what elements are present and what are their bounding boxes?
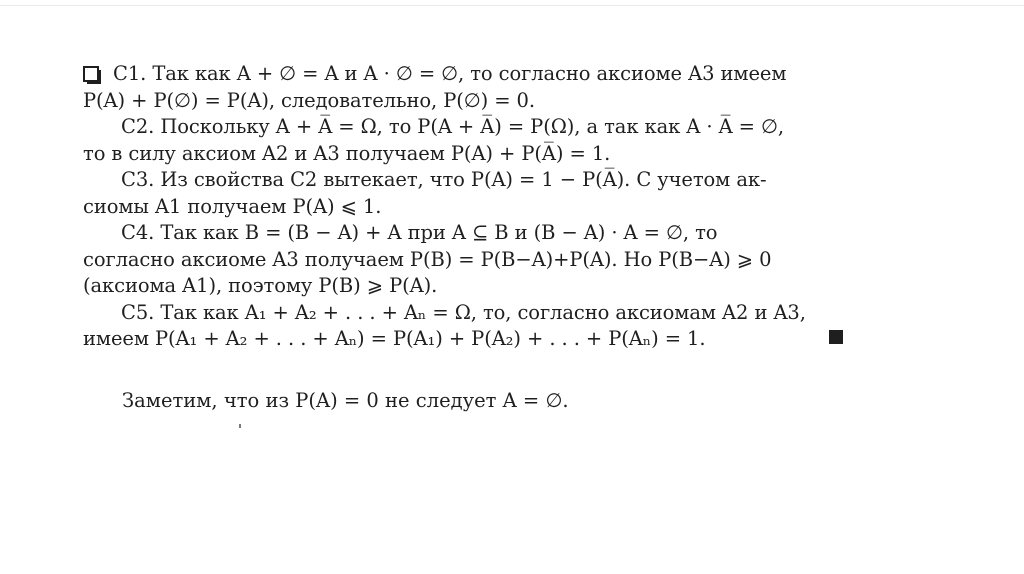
page-top-border xyxy=(0,5,1024,6)
proof-line-c2-end: то в силу аксиом A2 и A3 получаем P(A) + P(A̅) = 1. xyxy=(83,141,611,165)
proof-start-icon xyxy=(83,66,99,82)
proof-line-c3-start: C3. Из свойства C2 вытекает, что P(A) = 1 − P(A̅). С учетом ак- xyxy=(121,168,767,191)
scan-speck xyxy=(239,424,241,428)
proof-line-c4-start: C4. Так как B = (B − A) + A при A ⊆ B и (B − A) · A = ∅, то xyxy=(121,221,718,244)
proof-line-c4-middle: согласно аксиоме A3 получаем P(B) = P(B−A)+P(A). Но P(B−A) ⩾ 0 xyxy=(83,247,772,271)
proof-line-text: C1. Так как A + ∅ = A и A · ∅ = ∅, то согласно аксиоме A3 имеем xyxy=(113,62,787,85)
remark-note: Заметим, что из P(A) = 0 не следует A = ∅. xyxy=(122,389,569,412)
proof-line-c5-end xyxy=(83,326,823,353)
proof-line-c1-end: P(A) + P(∅) = P(A), следовательно, P(∅) = 0. xyxy=(83,88,535,112)
proof-line-c4-end: (аксиома A1), поэтому P(B) ⩾ P(A). xyxy=(83,274,438,297)
proof-line-c3-end: сиомы A1 получаем P(A) ⩽ 1. xyxy=(83,194,382,218)
proof-line-text: имеем P(A₁ + A₂ + . . . + Aₙ) = P(A₁) + P(A₂) + . . . + P(Aₙ) = 1. xyxy=(83,327,706,350)
proof-line-c1-start xyxy=(83,61,823,88)
qed-square-icon xyxy=(829,330,843,344)
proof-text-block xyxy=(83,61,823,353)
proof-line-c5-start: C5. Так как A₁ + A₂ + . . . + Aₙ = Ω, то, согласно аксиомам A2 и A3, xyxy=(121,300,806,324)
proof-line-c2-start: C2. Поскольку A + A̅ = Ω, то P(A + A̅) = P(Ω), а так как A · A̅ = ∅, xyxy=(121,115,784,138)
